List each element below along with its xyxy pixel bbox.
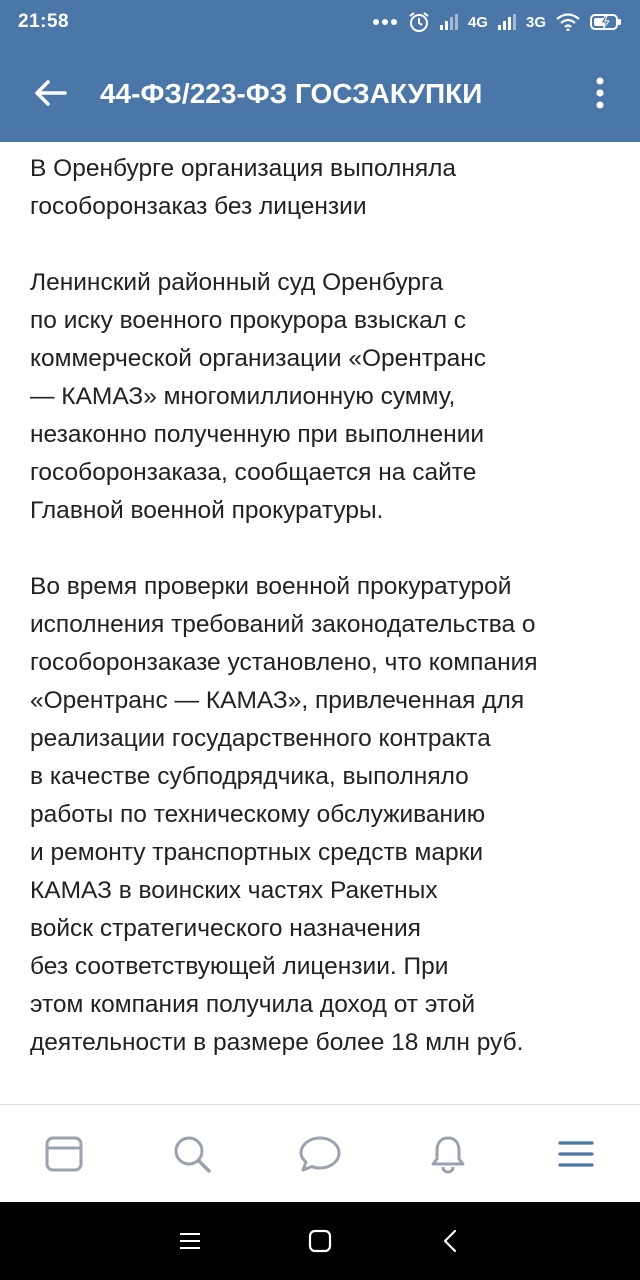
page-title: 44-ФЗ/223-ФЗ ГОСЗАКУПКИ <box>100 78 483 109</box>
signal-icon-1 <box>440 14 458 30</box>
post-content[interactable] <box>0 142 640 1104</box>
system-navigation-bar <box>0 1202 640 1280</box>
tab-search[interactable] <box>152 1114 232 1194</box>
more-notifications-icon <box>372 18 398 26</box>
alarm-icon <box>408 11 430 33</box>
system-back-button[interactable] <box>430 1221 470 1261</box>
post-paragraph-headline: В Оренбурге организация выполняла гособоронзаказ без лицензии <box>30 155 457 220</box>
signal-icon-2 <box>498 14 516 30</box>
search-icon <box>172 1134 212 1174</box>
tab-menu[interactable] <box>536 1114 616 1194</box>
app-bar <box>0 44 640 142</box>
status-time: 21:58 <box>18 11 70 32</box>
chevron-left-icon <box>442 1229 458 1253</box>
recent-apps-button[interactable] <box>170 1221 210 1261</box>
network-type-1: 4G <box>467 13 488 31</box>
news-feed-icon <box>44 1135 84 1173</box>
arrow-left-icon <box>33 79 67 107</box>
status-bar <box>0 0 640 44</box>
home-square-icon <box>308 1229 332 1253</box>
more-vertical-icon <box>595 77 605 109</box>
status-icons <box>372 11 622 33</box>
tab-news[interactable] <box>24 1114 104 1194</box>
network-type-2: 3G <box>525 13 546 31</box>
tab-messages[interactable] <box>280 1114 360 1194</box>
chat-bubble-icon <box>298 1135 342 1173</box>
post-paragraph-2: Ленинский районный суд Оренбурга по иску военного прокурора взыскал с коммерческой организации «Орентранс — КАМАЗ» многомиллионную сумму, незаконно полученную при выполнении гособоронзаказа, сообщается на сайте Главной военной прокуратуры. <box>30 269 487 524</box>
bottom-tab-bar <box>0 1104 640 1202</box>
more-options-button[interactable] <box>560 44 640 142</box>
menu-lines-icon <box>179 1231 201 1251</box>
tab-notifications[interactable] <box>408 1114 488 1194</box>
home-button[interactable] <box>300 1221 340 1261</box>
post-paragraph-3: Во время проверки военной прокуратурой исполнения требований законодательства о гособоронзаказе установлено, что компания «Орентранс — КАМАЗ», привлеченная для реализации государственного контракта в качестве субподрядчика, выполняло работы по техническому обслуживанию и ремонту транспортных средств марки КАМАЗ в воинских частях Ракетных войск стратегического назначения без соответствующей лицензии. При этом компания получила доход от этой деятельности в размере более 18 млн руб. <box>30 573 538 1056</box>
back-button[interactable] <box>0 44 100 142</box>
battery-charging-icon <box>590 13 622 31</box>
bell-icon <box>429 1134 467 1174</box>
hamburger-menu-icon <box>558 1139 594 1169</box>
wifi-icon <box>556 13 580 31</box>
